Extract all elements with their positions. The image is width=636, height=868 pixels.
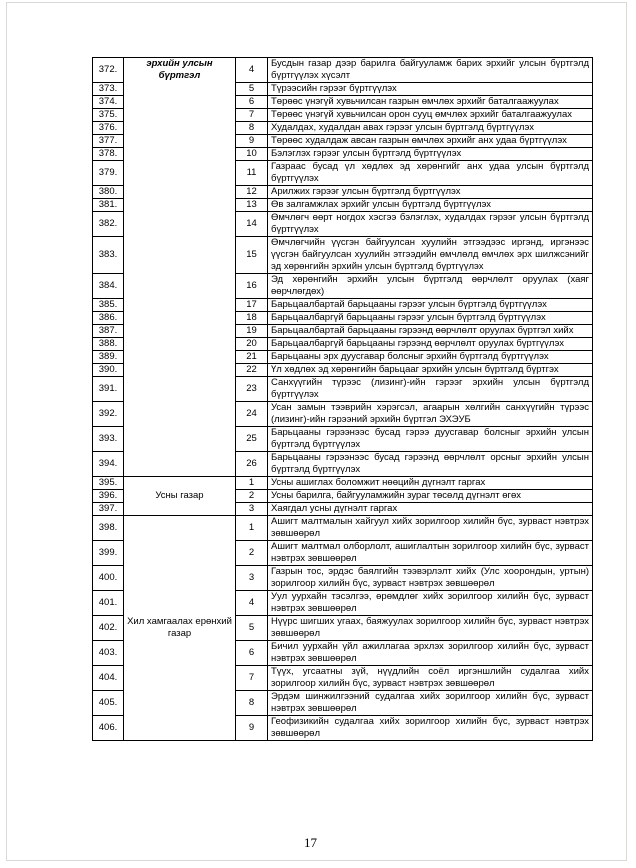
- service-name-cell: Өмчлөгч өөрт ногдох хэсгээ бэлэглэх, худалдах гэрээг улсын бүртгэлд бүртгүүлэх: [268, 212, 593, 237]
- page-number: 17: [304, 835, 317, 850]
- sub-number-cell: 12: [236, 186, 268, 199]
- row-number-cell: 388.: [93, 338, 124, 351]
- sub-number-cell: 4: [236, 58, 268, 83]
- sub-number-cell: 26: [236, 452, 268, 477]
- row-number-cell: 398.: [93, 516, 124, 541]
- row-number-cell: 391.: [93, 377, 124, 402]
- agency-cell: эрхийн улсын бүртгэл: [124, 58, 236, 477]
- sub-number-cell: 7: [236, 666, 268, 691]
- sub-number-cell: 16: [236, 274, 268, 299]
- service-name-cell: Барьцааны гэрээнээс бусад гэрээ дуусгавар болсныг эрхийн улсын бүртгэлд бүртгүүлэх: [268, 427, 593, 452]
- row-number-cell: 386.: [93, 312, 124, 325]
- row-number-cell: 394.: [93, 452, 124, 477]
- service-name-cell: Барьцаалбаргүй барьцааны гэрээг улсын бүртгэлд бүртгүүлэх: [268, 312, 593, 325]
- service-name-cell: Түрээсийн гэрээг бүртгүүлэх: [268, 83, 593, 96]
- agency-cell: Усны газар: [124, 477, 236, 516]
- row-number-cell: 384.: [93, 274, 124, 299]
- service-name-cell: Барьцаалбаргүй барьцааны гэрээнд өөрчлөлт оруулах бүртгүүлэх: [268, 338, 593, 351]
- sub-number-cell: 22: [236, 364, 268, 377]
- service-name-cell: Бичил уурхайн үйл ажиллагаа эрхлэх зорилгоор хилийн бүс, зурваст нэвтрэх зөвшөөрөл: [268, 641, 593, 666]
- sub-number-cell: 25: [236, 427, 268, 452]
- services-table-body: [93, 58, 593, 741]
- services-table: [92, 57, 593, 741]
- sub-number-cell: 17: [236, 299, 268, 312]
- sub-number-cell: 5: [236, 83, 268, 96]
- row-number-cell: 390.: [93, 364, 124, 377]
- row-number-cell: 377.: [93, 135, 124, 148]
- row-number-cell: 382.: [93, 212, 124, 237]
- sub-number-cell: 18: [236, 312, 268, 325]
- service-name-cell: Ашигт малтмал олборлолт, ашиглалтын зорилгоор хилийн бүс, зурваст нэвтрэх зөвшөөрөл: [268, 541, 593, 566]
- sub-number-cell: 3: [236, 503, 268, 516]
- sub-number-cell: 13: [236, 199, 268, 212]
- sub-number-cell: 19: [236, 325, 268, 338]
- service-name-cell: Хаягдал усны дүгнэлт гаргах: [268, 503, 593, 516]
- service-name-cell: Түүх, угсаатны зүй, нүүдлийн соёл иргэншлийн судалгаа хийх зорилгоор хилийн бүс, зурваст нэвтрэх зөвшөөрөл: [268, 666, 593, 691]
- service-name-cell: Өв залгамжлах эрхийг улсын бүртгэлд бүртгүүлэх: [268, 199, 593, 212]
- sub-number-cell: 11: [236, 161, 268, 186]
- sub-number-cell: 8: [236, 691, 268, 716]
- service-name-cell: Төрөөс үнэгүй хувьчилсан газрын өмчлөх эрхийг баталгаажуулах: [268, 96, 593, 109]
- sub-number-cell: 14: [236, 212, 268, 237]
- sub-number-cell: 24: [236, 402, 268, 427]
- row-number-cell: 404.: [93, 666, 124, 691]
- service-name-cell: Барьцааны гэрээнээс бусад гэрээнд өөрчлөлт орсныг эрхийн улсын бүртгэлд бүртгүүлэх: [268, 452, 593, 477]
- row-number-cell: 399.: [93, 541, 124, 566]
- service-name-cell: Өмчлөгчийн үүсгэн байгуулсан хуулийн этгээдээс иргэнд, иргэнээс үүсгэн байгуулсан хуулийн этгээдийн өмчлөлд өмчлөх эрх шилжсэнийг эд хөрөнгийн эрхийн улсын бүртгэлд бүртгүүлэх: [268, 237, 593, 274]
- row-number-cell: 396.: [93, 490, 124, 503]
- service-name-cell: Арилжих гэрээг улсын бүртгэлд бүртгүүлэх: [268, 186, 593, 199]
- service-name-cell: Барьцааны эрх дуусгавар болсныг эрхийн бүртгэлд бүртгүүлэх: [268, 351, 593, 364]
- sub-number-cell: 3: [236, 566, 268, 591]
- sub-number-cell: 9: [236, 716, 268, 741]
- row-number-cell: 395.: [93, 477, 124, 490]
- service-name-cell: Усны барилга, байгууламжийн зураг төсөлд дүгнэлт өгөх: [268, 490, 593, 503]
- sub-number-cell: 2: [236, 490, 268, 503]
- row-number-cell: 402.: [93, 616, 124, 641]
- service-name-cell: Үл хөдлөх эд хөрөнгийн барьцааг эрхийн улсын бүртгэлд бүртгэх: [268, 364, 593, 377]
- agency-cell: Хил хамгаалах ерөнхий газар: [124, 516, 236, 741]
- row-number-cell: 405.: [93, 691, 124, 716]
- row-number-cell: 389.: [93, 351, 124, 364]
- service-name-cell: Нүүрс шигших угаах, баяжуулах зорилгоор хилийн бүс, зурваст нэвтрэх зөвшөөрөл: [268, 616, 593, 641]
- table-row: [93, 516, 593, 541]
- sub-number-cell: 6: [236, 96, 268, 109]
- document-page: [6, 2, 627, 861]
- sub-number-cell: 4: [236, 591, 268, 616]
- sub-number-cell: 7: [236, 109, 268, 122]
- service-name-cell: Геофизикийн судалгаа хийх зорилгоор хилийн бүс, зурваст нэвтрэх зөвшөөрөл: [268, 716, 593, 741]
- service-name-cell: Бусдын газар дээр барилга байгууламж барих эрхийг улсын бүртгэлд бүртгүүлэх хүсэлт: [268, 58, 593, 83]
- service-name-cell: Бэлэглэх гэрээг улсын бүртгэлд бүртгүүлэх: [268, 148, 593, 161]
- row-number-cell: 387.: [93, 325, 124, 338]
- row-number-cell: 373.: [93, 83, 124, 96]
- sub-number-cell: 10: [236, 148, 268, 161]
- service-name-cell: Барьцаалбартай барьцааны гэрээг улсын бүртгэлд бүртгүүлэх: [268, 299, 593, 312]
- sub-number-cell: 5: [236, 616, 268, 641]
- row-number-cell: 385.: [93, 299, 124, 312]
- sub-number-cell: 9: [236, 135, 268, 148]
- row-number-cell: 381.: [93, 199, 124, 212]
- sub-number-cell: 1: [236, 516, 268, 541]
- service-name-cell: Усан замын тээврийн хэрэгсэл, агаарын хөлгийн санхүүгийн түрээс (лизинг)-ийн гэрээний эрхийн бүртгэл ЭХЭУБ: [268, 402, 593, 427]
- row-number-cell: 375.: [93, 109, 124, 122]
- service-name-cell: Худалдах, худалдан авах гэрээг улсын бүртгэлд бүртгүүлэх: [268, 122, 593, 135]
- service-name-cell: Уул уурхайн тэсэлгээ, өрөмдлөг хийх зорилгоор хилийн бүс, зурваст нэвтрэх зөвшөөрөл: [268, 591, 593, 616]
- sub-number-cell: 2: [236, 541, 268, 566]
- service-name-cell: Санхүүгийн түрээс (лизинг)-ийн гэрээг эрхийн улсын бүртгэлд бүртгүүлэх: [268, 377, 593, 402]
- row-number-cell: 378.: [93, 148, 124, 161]
- row-number-cell: 393.: [93, 427, 124, 452]
- sub-number-cell: 6: [236, 641, 268, 666]
- service-name-cell: Ашигт малтмалын хайгуул хийх зорилгоор хилийн бүс, зурваст нэвтрэх зөвшөөрөл: [268, 516, 593, 541]
- service-name-cell: Эд хөрөнгийн эрхийн улсын бүртгэлд өөрчлөлт оруулах (хаяг өөрчлөгдөх): [268, 274, 593, 299]
- table-row: [93, 477, 593, 490]
- service-name-cell: Барьцаалбартай барьцааны гэрээнд өөрчлөлт оруулах бүртгэл хийх: [268, 325, 593, 338]
- row-number-cell: 372.: [93, 58, 124, 83]
- service-name-cell: Төрөөс үнэгүй хувьчилсан орон сууц өмчлөх эрхийг баталгаажуулах: [268, 109, 593, 122]
- sub-number-cell: 1: [236, 477, 268, 490]
- service-name-cell: Газрын тос, эрдэс баялгийн тээвэрлэлт хийх (Улс хоорондын, уртын) зорилгоор хилийн бүс, зурваст нэвтрэх зөвшөөрөл: [268, 566, 593, 591]
- sub-number-cell: 21: [236, 351, 268, 364]
- sub-number-cell: 23: [236, 377, 268, 402]
- row-number-cell: 403.: [93, 641, 124, 666]
- row-number-cell: 400.: [93, 566, 124, 591]
- table-row: [93, 58, 593, 83]
- service-name-cell: Усны ашиглах боломжит нөөцийн дүгнэлт гаргах: [268, 477, 593, 490]
- row-number-cell: 380.: [93, 186, 124, 199]
- row-number-cell: 406.: [93, 716, 124, 741]
- sub-number-cell: 15: [236, 237, 268, 274]
- service-name-cell: Төрөөс худалдаж авсан газрын өмчлөх эрхийг анх удаа бүртгүүлэх: [268, 135, 593, 148]
- row-number-cell: 374.: [93, 96, 124, 109]
- row-number-cell: 383.: [93, 237, 124, 274]
- service-name-cell: Газраас бусад үл хөдлөх эд хөрөнгийг анх удаа улсын бүртгэлд бүртгүүлэх: [268, 161, 593, 186]
- row-number-cell: 401.: [93, 591, 124, 616]
- service-name-cell: Эрдэм шинжилгээний судалгаа хийх зорилгоор хилийн бүс, зурваст нэвтрэх зөвшөөрөл: [268, 691, 593, 716]
- sub-number-cell: 8: [236, 122, 268, 135]
- row-number-cell: 392.: [93, 402, 124, 427]
- row-number-cell: 379.: [93, 161, 124, 186]
- row-number-cell: 376.: [93, 122, 124, 135]
- sub-number-cell: 20: [236, 338, 268, 351]
- row-number-cell: 397.: [93, 503, 124, 516]
